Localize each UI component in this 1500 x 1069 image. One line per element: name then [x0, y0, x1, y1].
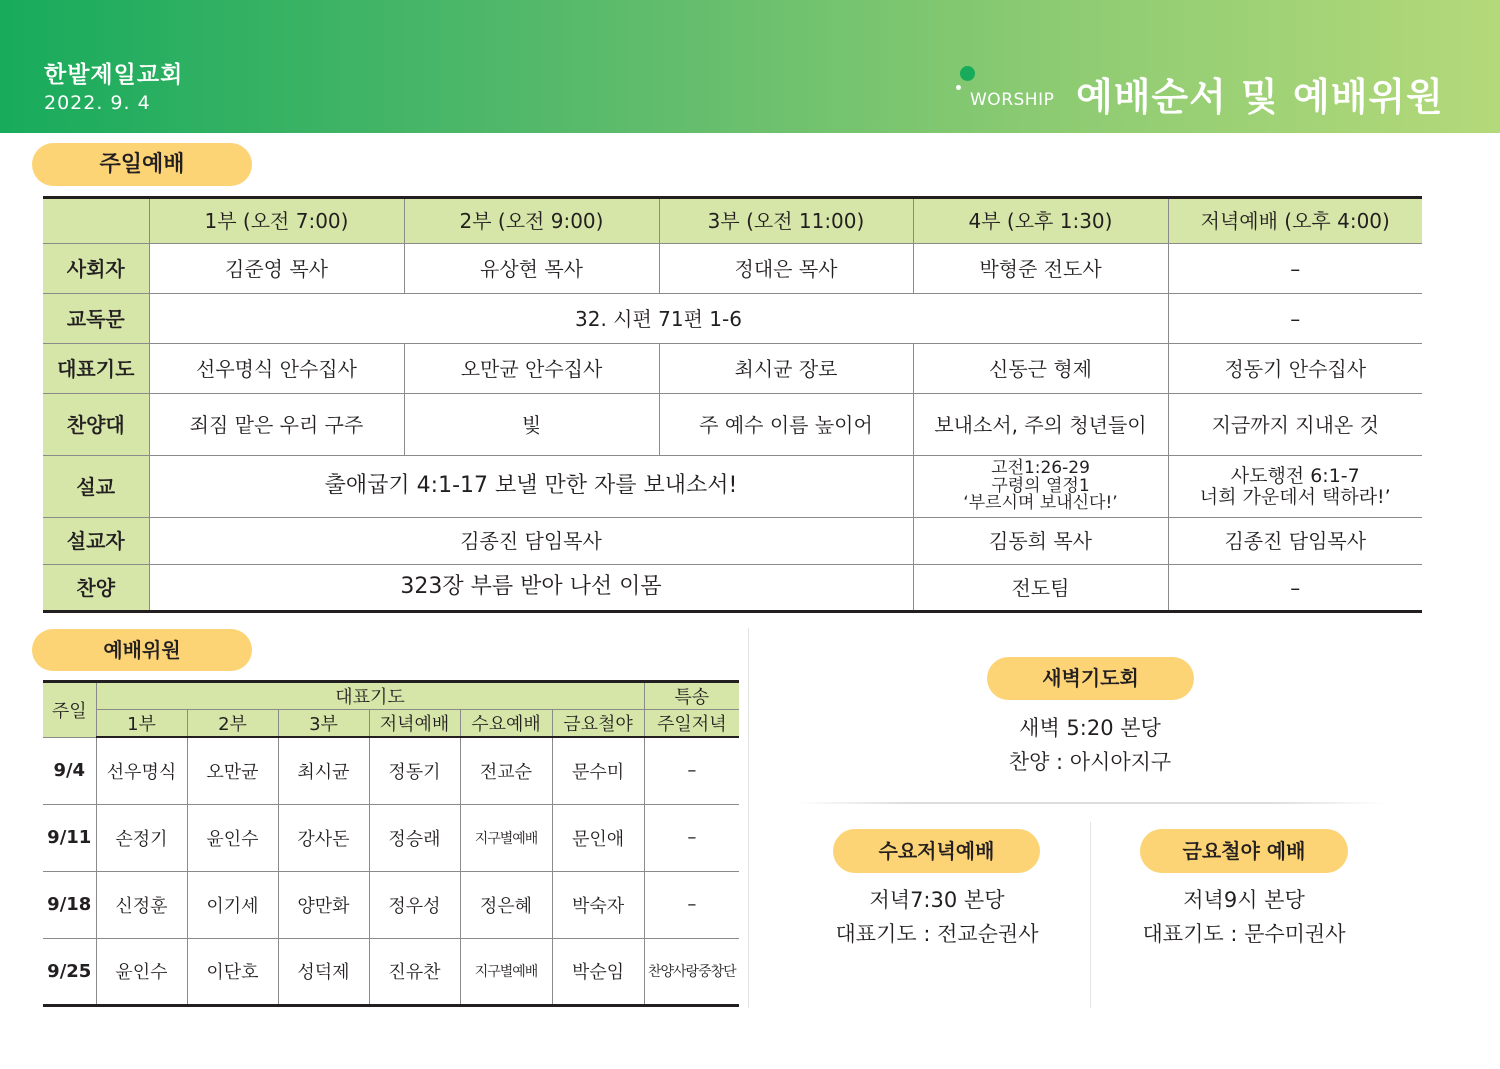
row-header: 찬양 [43, 565, 149, 612]
row-header: 교독문 [43, 294, 149, 344]
table-cell: 정동기 [369, 737, 460, 804]
dawn-prayer-info [940, 711, 1240, 779]
table-cell: 정은혜 [460, 871, 552, 938]
table-row [43, 565, 1422, 612]
table-row [43, 344, 1422, 394]
table-row [43, 737, 739, 804]
table-row [43, 871, 739, 938]
date-cell: 9/4 [43, 737, 96, 804]
table-cell: – [1168, 294, 1422, 344]
date-cell: 9/25 [43, 938, 96, 1005]
table-cell: 정우성 [369, 871, 460, 938]
table-cell: 김준영 목사 [149, 244, 404, 294]
table-cell: 전교순 [460, 737, 552, 804]
table-cell: 찬양사랑중창단 [644, 938, 739, 1005]
col-header: 저녁예배 [369, 710, 460, 738]
table-cell: 32. 시편 71편 1-6 [149, 294, 1168, 344]
duty-pill: 예배위원 [32, 629, 252, 671]
dawn-praise: 찬양 : 아시아지구 [1008, 750, 1172, 774]
table-row [43, 938, 739, 1005]
church-name: 한밭제일교회 [44, 62, 184, 88]
table-cell: 오만균 [187, 737, 278, 804]
table-cell: 성덕제 [278, 938, 369, 1005]
wednesday-time: 저녁7:30 본당 [869, 888, 1005, 912]
table-cell: 강사돈 [278, 804, 369, 871]
table-cell: 손정기 [96, 804, 187, 871]
table-cell: 전도팀 [913, 565, 1168, 612]
col-header: 1부 (오전 7:00) [149, 198, 404, 244]
table-header-row [43, 198, 1422, 244]
col-header: 주일저녁 [644, 710, 739, 738]
table-cell: 선우명식 [96, 737, 187, 804]
table-cell: 선우명식 안수집사 [149, 344, 404, 394]
table-cell: 오만균 안수집사 [404, 344, 659, 394]
table-cell: 김동희 목사 [913, 518, 1168, 565]
date-cell: 9/11 [43, 804, 96, 871]
vertical-divider [1090, 822, 1091, 1008]
table-header-row [43, 682, 739, 710]
table-cell: 주 예수 이름 높이어 [659, 394, 913, 456]
table-cell: 지구별예배 [460, 938, 552, 1005]
row-header: 설교 [43, 456, 149, 518]
table-cell: 문인애 [552, 804, 644, 871]
sunday-worship-pill: 주일예배 [32, 143, 252, 186]
vertical-divider [748, 628, 749, 1008]
table-cell: 최시균 [278, 737, 369, 804]
table-cell: 김종진 담임목사 [1168, 518, 1422, 565]
table-cell: 지구별예배 [460, 804, 552, 871]
table-cell: 신정훈 [96, 871, 187, 938]
row-header: 설교자 [43, 518, 149, 565]
dawn-time: 새벽 5:20 본당 [1019, 716, 1161, 740]
row-header: 사회자 [43, 244, 149, 294]
table-cell: 신동근 형제 [913, 344, 1168, 394]
table-cell: 출애굽기 4:1-17 보낼 만한 자를 보내소서! [149, 456, 913, 518]
table-cell: 이기세 [187, 871, 278, 938]
table-cell: 유상현 목사 [404, 244, 659, 294]
table-header-row [43, 710, 739, 738]
table-cell: 최시균 장로 [659, 344, 913, 394]
table-cell: 박순임 [552, 938, 644, 1005]
table-cell: – [644, 737, 739, 804]
table-cell: 보내소서, 주의 청년들이 [913, 394, 1168, 456]
sermon-series: 구령의 열정1 [991, 475, 1090, 496]
row-header: 대표기도 [43, 344, 149, 394]
header-banner [0, 0, 1500, 133]
worship-label: WORSHIP [970, 90, 1055, 110]
table-row [43, 456, 1422, 518]
table-row [43, 518, 1422, 565]
special-group-header: 특송 [644, 682, 739, 710]
date-cell: 9/18 [43, 871, 96, 938]
table-cell: 빛 [404, 394, 659, 456]
table-cell: – [644, 871, 739, 938]
table-row [43, 244, 1422, 294]
green-dot-icon [960, 66, 975, 81]
col-header: 4부 (오후 1:30) [913, 198, 1168, 244]
white-dot-icon [956, 85, 961, 90]
col-header: 저녁예배 (오후 4:00) [1168, 198, 1422, 244]
table-cell: – [1168, 244, 1422, 294]
friday-time: 저녁9시 본당 [1183, 888, 1305, 912]
sermon-title: ‘부르시며 보내신다!’ [963, 493, 1118, 514]
table-row [43, 294, 1422, 344]
table-row [43, 394, 1422, 456]
corner-cell [43, 198, 149, 244]
col-header: 수요예배 [460, 710, 552, 738]
dawn-prayer-pill: 새벽기도회 [987, 657, 1194, 700]
table-cell: – [644, 804, 739, 871]
col-header: 2부 (오전 9:00) [404, 198, 659, 244]
table-cell: 이단호 [187, 938, 278, 1005]
wednesday-info [787, 883, 1087, 951]
table-cell: 김종진 담임목사 [149, 518, 913, 565]
horizontal-divider [795, 802, 1385, 804]
sermon-ref: 고전1:26-29 [991, 457, 1090, 478]
table-cell: 지금까지 지내온 것 [1168, 394, 1422, 456]
page-title: 예배순서 및 예배위원 [1076, 75, 1444, 119]
table-cell: 박숙자 [552, 871, 644, 938]
sunday-order-table [43, 196, 1422, 613]
friday-prayer: 대표기도 : 문수미권사 [1142, 922, 1346, 946]
table-row [43, 804, 739, 871]
bulletin-date: 2022. 9. 4 [44, 92, 151, 114]
table-cell [913, 456, 1168, 518]
col-header: 금요철야 [552, 710, 644, 738]
duty-roster-table [43, 680, 739, 1007]
prayer-group-header: 대표기도 [96, 682, 644, 710]
col-header: 1부 [96, 710, 187, 738]
col-header: 3부 [278, 710, 369, 738]
table-cell: 윤인수 [187, 804, 278, 871]
table-cell: 윤인수 [96, 938, 187, 1005]
friday-info [1094, 883, 1394, 951]
row-header: 찬양대 [43, 394, 149, 456]
table-cell: 정승래 [369, 804, 460, 871]
col-header: 2부 [187, 710, 278, 738]
wednesday-prayer: 대표기도 : 전교순권사 [835, 922, 1039, 946]
table-cell: 양만화 [278, 871, 369, 938]
table-cell: 문수미 [552, 737, 644, 804]
col-header: 3부 (오전 11:00) [659, 198, 913, 244]
table-cell: 정동기 안수집사 [1168, 344, 1422, 394]
table-cell: 진유찬 [369, 938, 460, 1005]
sermon-title: 너희 가운데서 택하라!’ [1199, 485, 1391, 508]
table-cell [1168, 456, 1422, 518]
friday-worship-pill: 금요철야 예배 [1140, 829, 1348, 873]
table-cell: 박형준 전도사 [913, 244, 1168, 294]
wednesday-worship-pill: 수요저녁예배 [833, 829, 1040, 873]
table-cell: 죄짐 맡은 우리 구주 [149, 394, 404, 456]
table-cell: 정대은 목사 [659, 244, 913, 294]
sermon-ref: 사도행전 6:1-7 [1230, 464, 1360, 487]
table-cell: 323장 부름 받아 나선 이몸 [149, 565, 913, 612]
week-header: 주일 [43, 682, 96, 738]
table-cell: – [1168, 565, 1422, 612]
